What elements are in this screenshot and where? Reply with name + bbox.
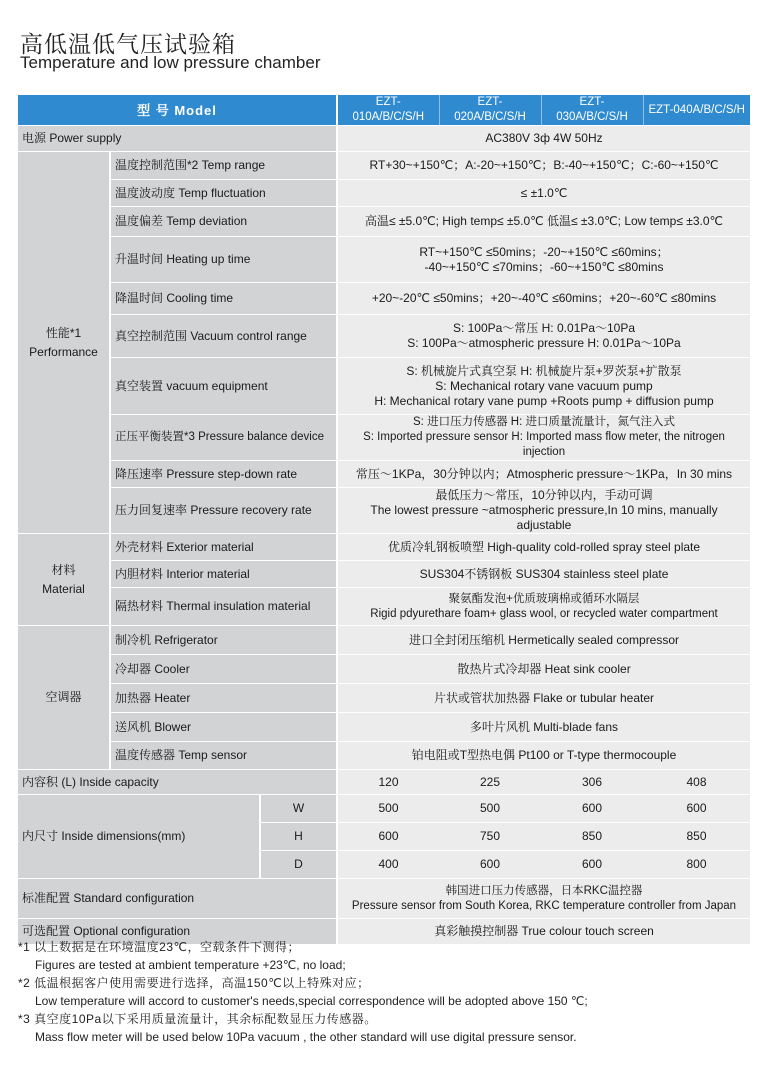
perf-value-line: 最低压力～常压，10分钟以内，手动可调 [435,488,653,502]
perf-value [337,488,750,534]
performance-category [18,152,110,534]
dimension-value: 600 [541,851,643,879]
perf-label: 降温时间 Cooling time [110,283,337,315]
capacity-value: 120 [337,770,439,795]
perf-row [18,415,750,461]
aircon-value: 散热片式冷却器 Heat sink cooler [337,655,750,684]
performance-category-en: Performance [29,344,98,359]
model-col-1: EZT-010A/B/C/S/H [337,95,439,126]
material-row [18,534,750,561]
dimension-axis: W [260,795,337,823]
perf-value [337,237,750,283]
aircon-value: 进口全封闭压缩机 Hermetically sealed compressor [337,626,750,655]
aircon-value: 铂电阻或T型热电偶 Pt100 or T-type thermocouple [337,742,750,770]
spec-table [18,95,750,945]
aircon-row [18,742,750,770]
dimension-axis: H [260,823,337,851]
material-category-en: Material [42,581,85,596]
aircon-label: 制冷机 Refrigerator [110,626,337,655]
header-row [18,95,750,126]
standard-config-value [337,879,750,919]
footnote-en: Mass flow meter will be used below 10Pa vacuum , the other standard will use digital pressure sensor. [35,1030,577,1044]
capacity-value: 408 [643,770,750,795]
dimension-axis: D [260,851,337,879]
model-header: 型 号 Model [18,95,337,126]
dimension-value: 850 [541,823,643,851]
perf-label: 正压平衡装置*3 Pressure balance device [110,415,337,461]
perf-row [18,180,750,207]
capacity-value: 306 [541,770,643,795]
aircon-row [18,713,750,742]
perf-label: 降压速率 Pressure step-down rate [110,461,337,488]
perf-row [18,152,750,180]
capacity-value: 225 [439,770,541,795]
perf-value-line: S: 100Pa～常压 H: 0.01Pa～10Pa [452,321,636,335]
aircon-category: 空调器 [18,626,110,770]
performance-category-cn: 性能*1 [45,325,82,340]
perf-value: 常压～1KPa，30分钟以内；Atmospheric pressure～1KPa，In 30 mins [337,461,750,488]
perf-row [18,488,750,534]
material-value: 优质冷轧钢板喷塑 High-quality cold-rolled spray steel plate [337,534,750,561]
model-col-4: EZT-040A/B/C/S/H [643,95,750,126]
perf-label: 真空控制范围 Vacuum control range [110,315,337,358]
perf-value-line: S: 进口压力传感器 H: 进口质量流量计，氮气注入式 [413,416,675,428]
standard-config-label: 标准配置 Standard configuration [18,879,337,919]
material-value-line: Rigid pdyurethare foam+ glass wool, or recycled water compartment [370,607,718,620]
material-row [18,561,750,588]
capacity-row [18,770,750,795]
power-row [18,126,750,152]
material-category-cn: 材料 [51,562,76,577]
footnote-cn: *3 真空度10Pa以下采用质量流量计，其余标配数显压力传感器。 [18,1012,377,1026]
dimensions-label: 内尺寸 Inside dimensions(mm) [18,795,260,879]
perf-value: ≤ ±1.0℃ [337,180,750,207]
perf-row [18,461,750,488]
dimension-value: 800 [643,851,750,879]
perf-value-line: RT~+150℃ ≤50mins；-20~+150℃ ≤60mins； [419,244,669,259]
perf-value-line: The lowest pressure ~atmospheric pressure,In 10 mins, manually adjustable [370,503,718,532]
aircon-label: 冷却器 Cooler [110,655,337,684]
dimension-value: 600 [337,823,439,851]
footnote-cn: *2 低温根据客户使用需要进行选择，高温150℃以上特殊对应； [18,976,370,990]
perf-value-line: -40~+150℃ ≤70mins；-60~+150℃ ≤80mins [424,259,664,274]
page-title-en: Temperature and low pressure chamber [20,53,321,72]
footnotes [18,938,748,1046]
aircon-row [18,684,750,713]
optional-config-label: 可选配置 Optional configuration [18,919,337,945]
material-category [18,534,110,626]
dimension-row [18,795,750,823]
perf-label: 温度控制范围*2 Temp range [110,152,337,180]
power-value: AC380V 3ф 4W 50Hz [337,126,750,152]
page-title-cn: 高低温低气压试验箱 [20,31,236,57]
perf-label: 温度偏差 Temp deviation [110,207,337,237]
perf-value-line: S: 机械旋片式真空泵 H: 机械旋片泵+罗茨泵+扩散泵 [406,363,682,378]
perf-row [18,315,750,358]
model-col-2: EZT-020A/B/C/S/H [439,95,541,126]
perf-label: 真空装置 vacuum equipment [110,358,337,415]
aircon-value: 多叶片风机 Multi-blade fans [337,713,750,742]
perf-value [337,415,750,461]
standard-config-row [18,879,750,919]
standard-config-line: Pressure sensor from South Korea, RKC temperature controller from Japan [351,899,737,912]
perf-value-line: S: 100Pa～atmospheric pressure H: 0.01Pa～10Pa [407,336,681,350]
aircon-label: 送风机 Blower [110,713,337,742]
model-col-3: EZT-030A/B/C/S/H [541,95,643,126]
perf-label: 温度波动度 Temp fluctuation [110,180,337,207]
power-label: 电源 Power supply [18,126,337,152]
dimension-value: 500 [439,795,541,823]
perf-value-line: H: Mechanical rotary vane pump +Roots pump + diffusion pump [374,393,714,408]
optional-config-value: 真彩触摸控制器 True colour touch screen [337,919,750,945]
material-value-line: 聚氨酯发泡+优质玻璃棉或循环水隔层 [448,592,640,605]
material-label: 隔热材料 Thermal insulation material [110,588,337,626]
aircon-row [18,655,750,684]
aircon-label: 加热器 Heater [110,684,337,713]
perf-row [18,358,750,415]
capacity-label: 内容积 (L) Inside capacity [18,770,337,795]
perf-value: 高温≤ ±5.0℃; High temp≤ ±5.0℃ 低温≤ ±3.0℃; Low temp≤ ±3.0℃ [337,207,750,237]
dimension-value: 850 [643,823,750,851]
perf-value [337,358,750,415]
material-value: SUS304不锈钢板 SUS304 stainless steel plate [337,561,750,588]
perf-value: +20~-20℃ ≤50mins；+20~-40℃ ≤60mins；+20~-60℃ ≤80mins [337,283,750,315]
material-value [337,588,750,626]
dimension-value: 400 [337,851,439,879]
material-label: 内胆材料 Interior material [110,561,337,588]
material-label: 外壳材料 Exterior material [110,534,337,561]
aircon-value: 片状或管状加热器 Flake or tubular heater [337,684,750,713]
perf-label: 压力回复速率 Pressure recovery rate [110,488,337,534]
footnote-en: Figures are tested at ambient temperature +23℃, no load; [35,958,346,972]
perf-row [18,237,750,283]
perf-row [18,283,750,315]
perf-value-line: S: Mechanical rotary vane vacuum pump [435,378,653,393]
material-row [18,588,750,626]
dimension-value: 750 [439,823,541,851]
dimension-value: 600 [439,851,541,879]
footnote-cn: *1 以上数据是在环境温度23℃，空载条件下测得； [18,940,301,954]
perf-label: 升温时间 Heating up time [110,237,337,283]
dimension-value: 600 [643,795,750,823]
perf-value-line: S: Imported pressure sensor H: Imported mass flow meter, the nitrogen injection [363,431,725,458]
standard-config-line: 韩国进口压力传感器，日本RKC温控器 [445,884,643,897]
perf-row [18,207,750,237]
perf-value [337,315,750,358]
dimension-value: 600 [541,795,643,823]
perf-value: RT+30~+150℃；A:-20~+150℃；B:-40~+150℃；C:-60~+150℃ [337,152,750,180]
aircon-label: 温度传感器 Temp sensor [110,742,337,770]
dimension-value: 500 [337,795,439,823]
footnote-en: Low temperature will accord to customer's needs,special correspondence will be adopted above 150 ℃; [35,994,588,1008]
aircon-row [18,626,750,655]
